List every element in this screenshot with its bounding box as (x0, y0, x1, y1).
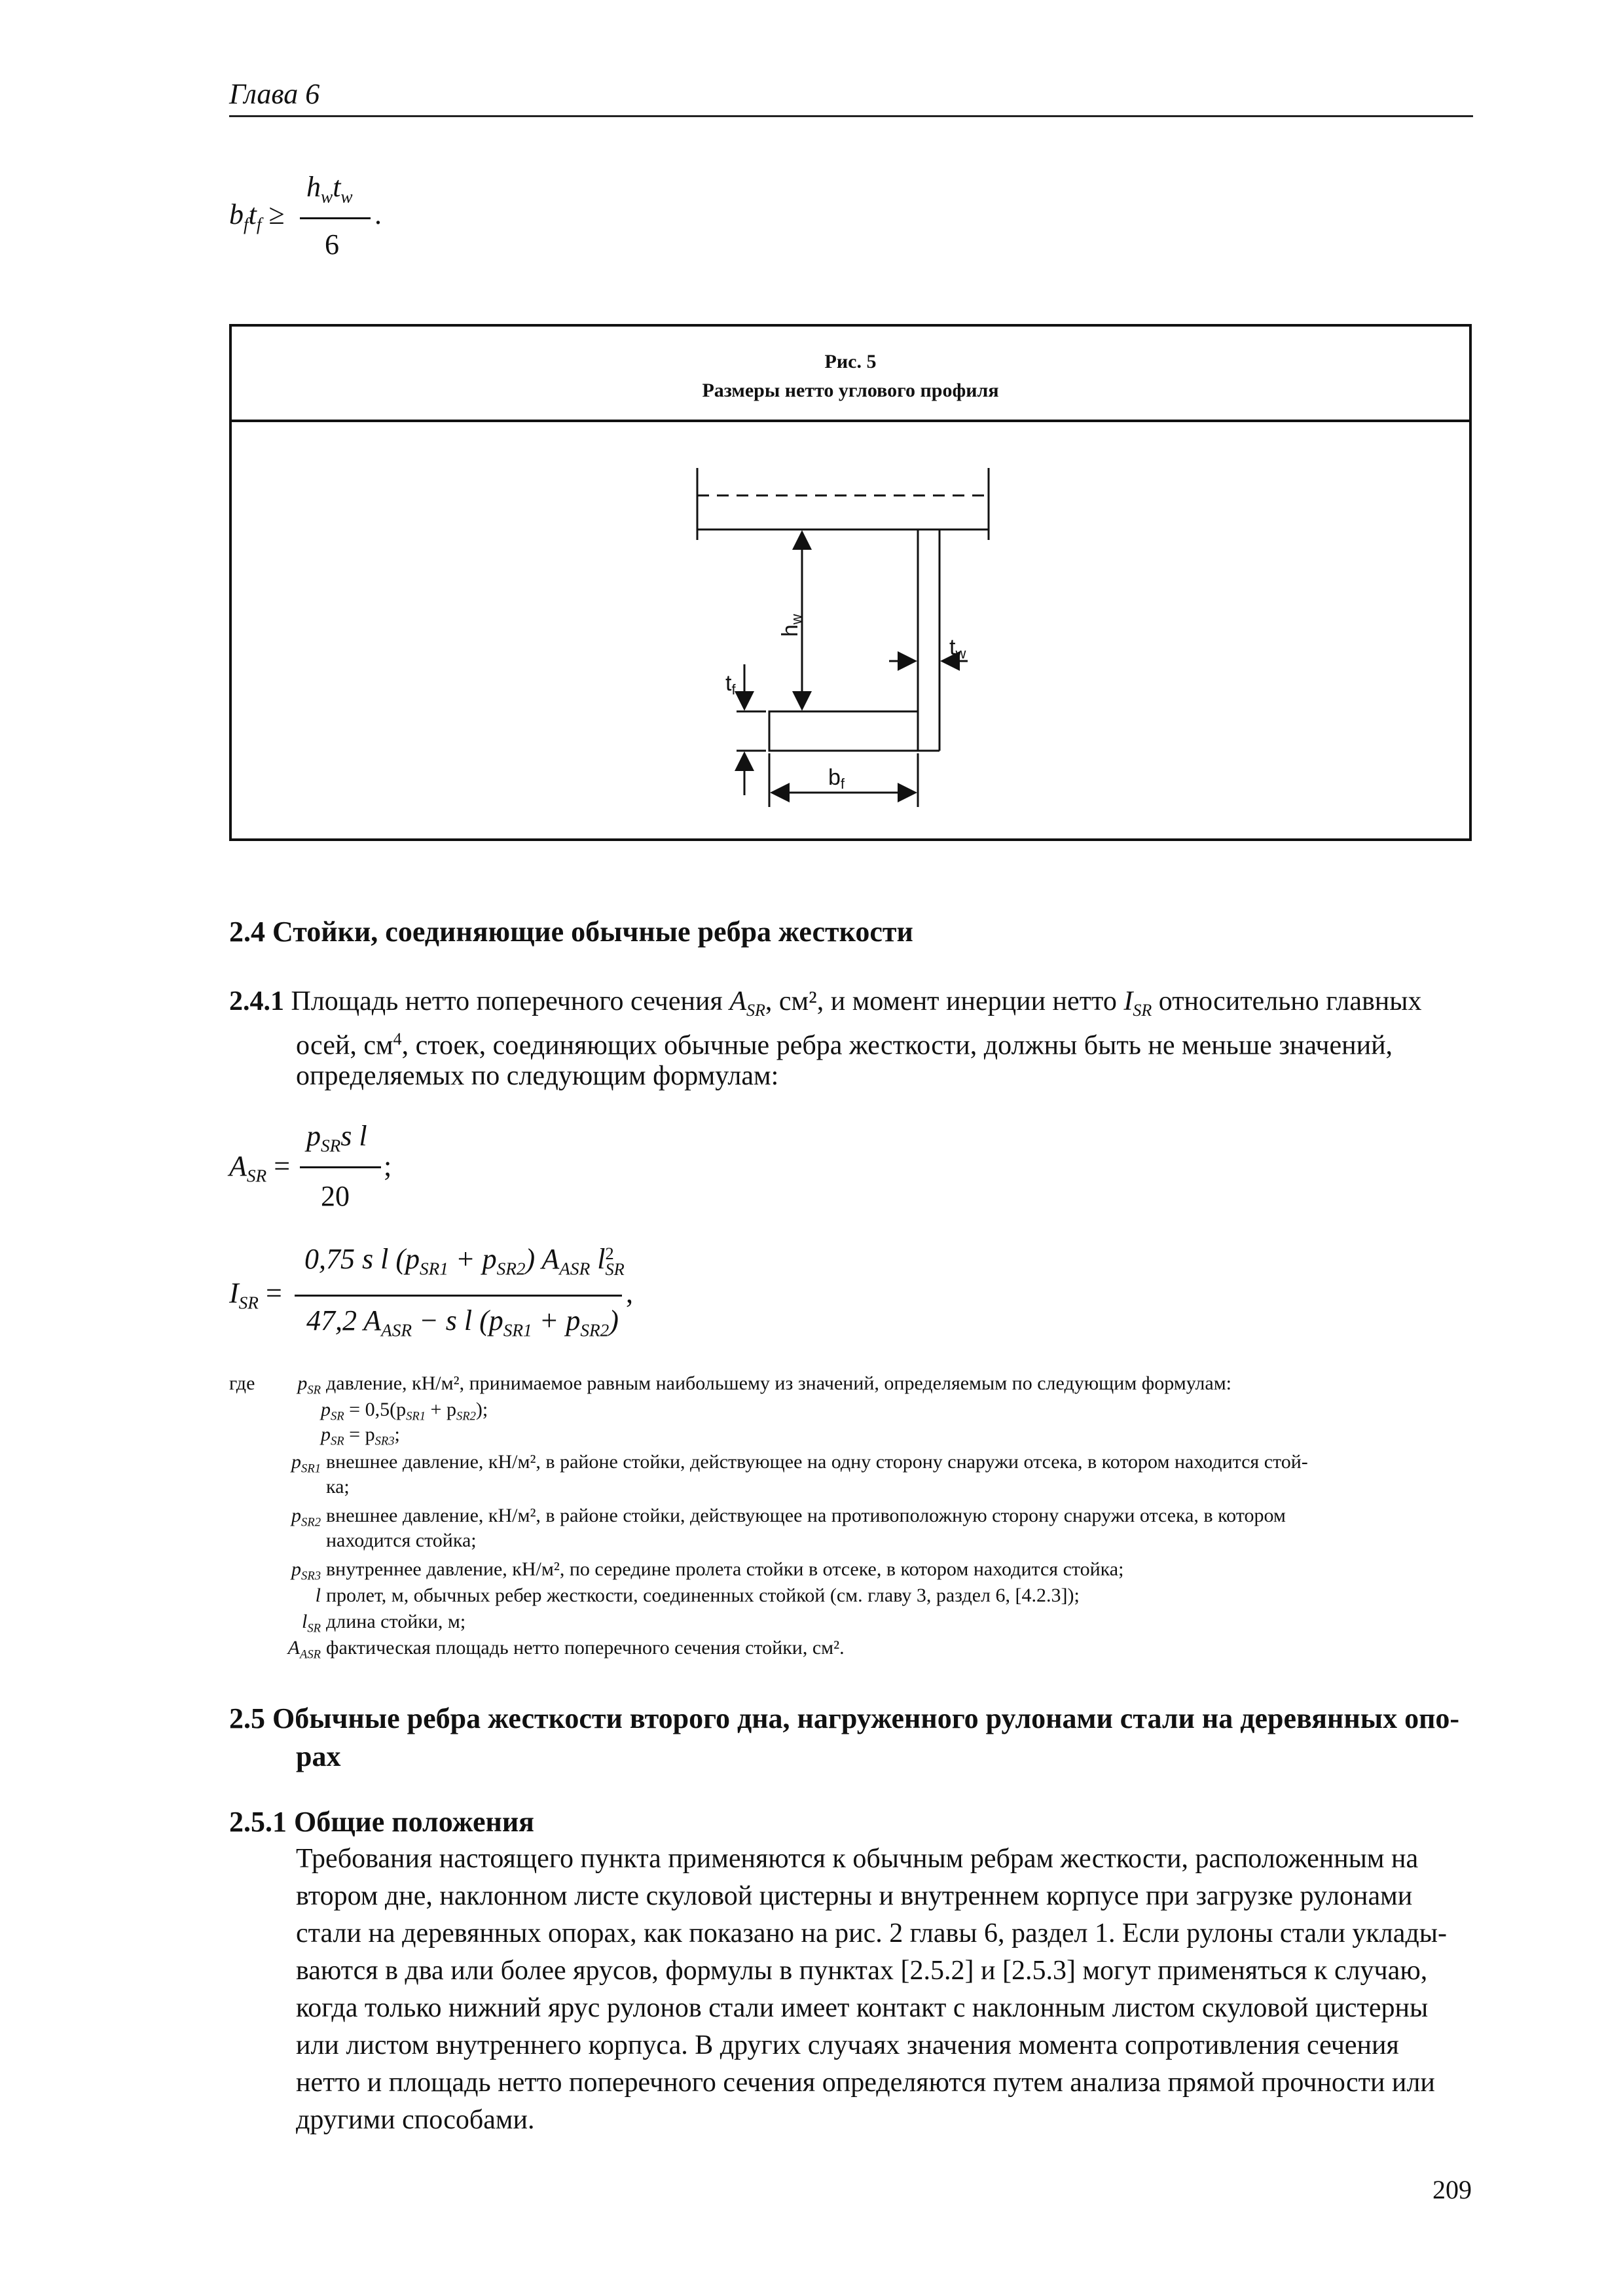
psr-equation-1: $p_{SR} = 0,5(p_{SR1} + p_{SR2})$; (321, 1399, 488, 1424)
para-2-4-1-line1: 2.4.1 Площадь нетто поперечного сечения $A_{SR}$, см², и момент инерции нетто $I_{SR}$ относительно главных (229, 986, 1422, 1020)
section-2-4-heading: 2.4 Стойки, соединяющие обычные ребра жесткости (229, 916, 913, 948)
def-l-symbol: l (315, 1585, 321, 1606)
page-number: 209 (1432, 2175, 1472, 2204)
def-lsr-text: длина стойки, м; (326, 1611, 466, 1632)
body-line: когда только нижний ярус рулонов стали имеет контакт с наклонным листом скуловой цистерны (296, 1993, 1429, 2023)
body-line: Требования настоящего пункта применяются к обычным ребрам жесткости, расположенным на (296, 1844, 1419, 1874)
def-lsr-symbol: $l_{SR}$ (302, 1611, 321, 1636)
formula-top-fraction-line (300, 217, 371, 219)
body-line: втором дне, наклонном листе скуловой цистерны и внутреннем корпусе при загрузке рулонами (296, 1881, 1413, 1911)
para-2-4-1-line2: осей, $см^4$, стоек, соединяющих обычные ребра жесткости, должны быть не меньше значений, (296, 1030, 1393, 1061)
formula-top-denominator: 6 (325, 228, 339, 260)
def-psr3-text: внутреннее давление, кН/м², по середине пролета стойки в отсеке, в котором находится стойка; (326, 1558, 1124, 1580)
bf-label: bf (828, 765, 845, 792)
header-rule (229, 115, 1473, 117)
def-aasr-text: фактическая площадь нетто поперечного сечения стойки, см². (326, 1637, 845, 1659)
def-psr1-symbol: $p_{SR1}$ (291, 1451, 321, 1476)
tf-label: tf (725, 671, 736, 698)
def-psr2-symbol: $p_{SR2}$ (291, 1505, 321, 1530)
tw-label: tw (949, 635, 966, 662)
chapter-header: Глава 6 (229, 78, 320, 110)
flange (769, 711, 918, 751)
def-l-text: пролет, м, обычных ребер жесткости, соединенных стойкой (см. главу 3, раздел 6, [4.2.3]); (326, 1585, 1080, 1606)
figure-number: Рис. 5 (824, 351, 877, 372)
formula-top (229, 170, 439, 268)
def-psr2-cont: находится стойка; (326, 1530, 477, 1551)
section-2-5-heading-line2: рах (296, 1740, 341, 1772)
figure-title: Размеры нетто углового профиля (702, 380, 999, 401)
def-psr2-text: внешнее давление, кН/м², в районе стойки, действующее на противоположную сторону снаружи отсека, в котором (326, 1505, 1286, 1526)
figure-caption-box (229, 324, 1472, 422)
def-psr-symbol: $p_{SR}$ (297, 1372, 321, 1397)
def-psr3-symbol: $p_{SR3}$ (291, 1558, 321, 1583)
psr-equation-2: $p_{SR} = p_{SR3}$; (321, 1424, 400, 1448)
formula-top-end: . (374, 198, 382, 230)
formula-top-numerator: $h_wt_w$ (306, 171, 353, 207)
formula-isr: $I_{SR}$ = 0,75 s l $(p_{SR1} + p_{SR2})$ $A_{ASR}$ l 2 SR 47,2 $A_{ASR} - s$ l $(p_{SR1} + p_{SR2})$ , (229, 1243, 633, 1340)
formula-top-lhs: $b_ft_f$ ≥ (229, 198, 285, 234)
formula-asr: $A_{SR}$ = $p_{SR}s$ l 20 ; (229, 1120, 392, 1212)
def-psr1-cont: ка; (326, 1476, 350, 1498)
section-2-5-1-heading: 2.5.1 Общие положения (229, 1806, 534, 1838)
section-2-5-heading-line1: 2.5 Обычные ребра жесткости второго дна, нагруженного рулонами стали на деревянных опо- (229, 1702, 1460, 1734)
hw-label: hw (778, 614, 805, 637)
body-line: нетто и площадь нетто поперечного сечения определяются путем анализа прямой прочности или (296, 2068, 1435, 2098)
body-line: ваются в два или более ярусов, формулы в пунктах [2.5.2] и [2.5.3] могут применяться к случаю, (296, 1956, 1428, 1986)
where-label: где (229, 1372, 255, 1394)
def-aasr-symbol: $A_{ASR}$ (287, 1637, 321, 1662)
para-2-4-1-line3: определяемых по следующим формулам: (296, 1061, 779, 1091)
body-line: стали на деревянных опорах, как показано на рис. 2 главы 6, раздел 1. Если рулоны стали уклады- (296, 1918, 1447, 1948)
def-psr-text: давление, кН/м², принимаемое равным наибольшему из значений, определяемым по следующим формулам: (326, 1372, 1232, 1394)
body-line: другими способами. (296, 2105, 535, 2135)
def-psr1-text: внешнее давление, кН/м², в районе стойки, действующее на одну сторону снаружи отсека, в котором находится стой- (326, 1451, 1308, 1473)
angle-profile-diagram (681, 461, 1034, 815)
body-line: или листом внутреннего корпуса. В других случаях значения момента сопротивления сечения (296, 2030, 1399, 2060)
